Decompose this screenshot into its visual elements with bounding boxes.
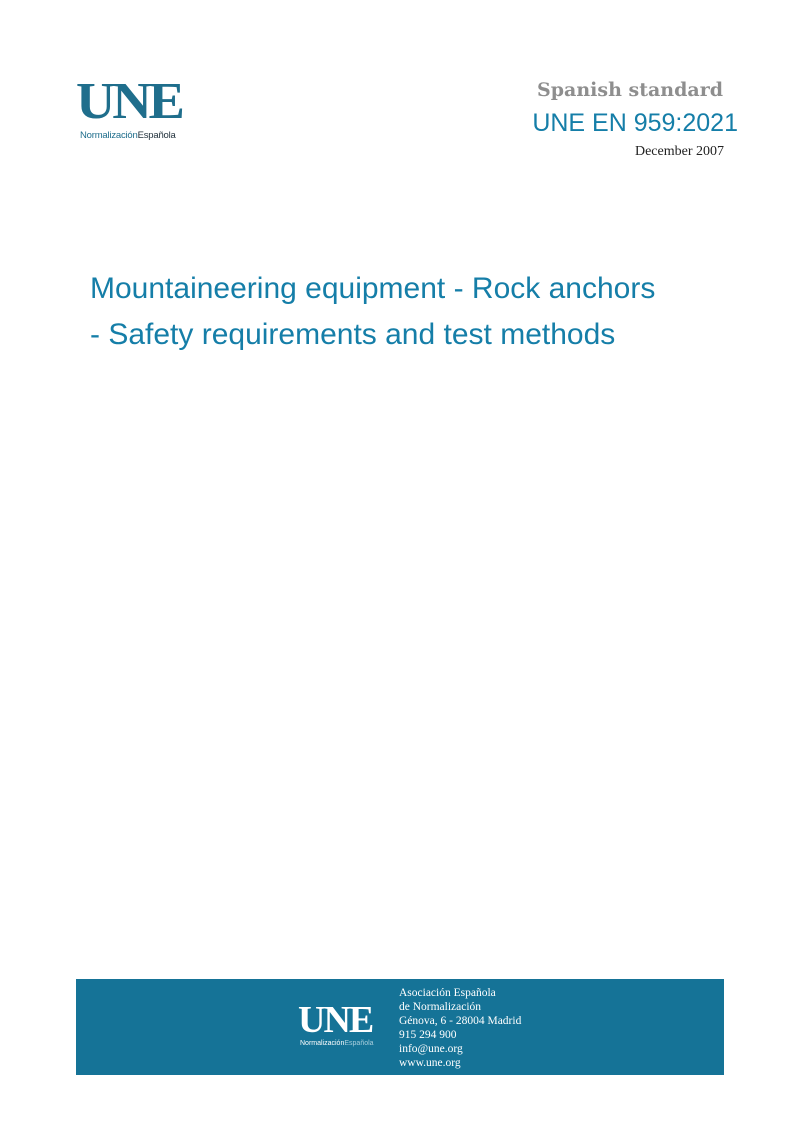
standard-kind: Spanish standard (537, 79, 723, 101)
footer-banner (76, 979, 724, 1075)
address-website[interactable]: www.une.org (399, 1057, 461, 1069)
footer-address (399, 986, 521, 1070)
logo-sub-normalizacion: Normalización (80, 130, 138, 141)
document-title (90, 266, 740, 358)
standard-header (532, 78, 738, 161)
address-org-line-1: Asociación Española (399, 987, 496, 999)
address-phone: 915 294 900 (399, 1029, 457, 1041)
address-org-line-2: de Normalización (399, 1001, 482, 1013)
logo-sub-espanola: Española (137, 130, 176, 141)
standard-date: December 2007 (634, 144, 724, 159)
logo-mark: UNE (76, 73, 182, 130)
footer-logo-mark: UNE (298, 999, 373, 1041)
footer-logo-subtitle (300, 1040, 374, 1048)
address-email[interactable]: info@une.org (399, 1043, 463, 1055)
footer-logo (298, 1001, 388, 1051)
address-street: Génova, 6 - 28004 Madrid (399, 1015, 522, 1027)
logo-subtitle (80, 130, 176, 141)
title-line-1: Mountaineering equipment - Rock anchors (90, 272, 656, 305)
title-line-2: - Safety requirements and test methods (90, 318, 616, 351)
standard-code: UNE EN 959:2021 (532, 109, 738, 137)
footer-logo-sub-normalizacion: Normalización (300, 1040, 345, 1047)
footer-logo-sub-espanola: Española (344, 1040, 374, 1047)
une-logo (76, 73, 196, 146)
